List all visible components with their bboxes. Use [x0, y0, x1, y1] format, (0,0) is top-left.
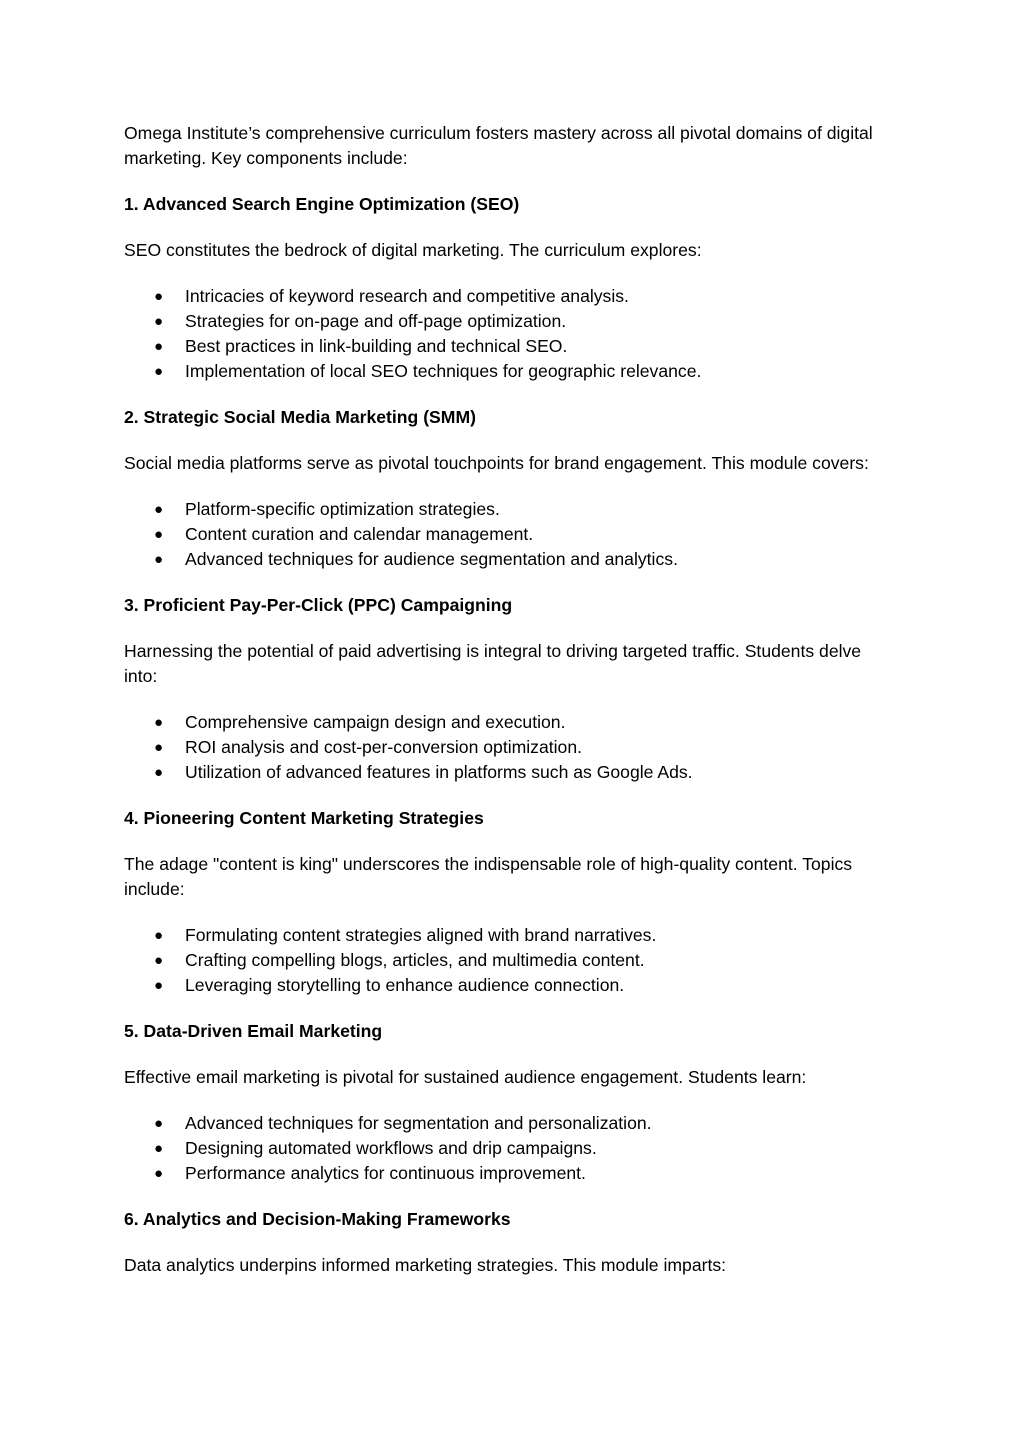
bullet-icon: ●	[154, 501, 164, 518]
list-item	[124, 735, 894, 760]
document-page	[124, 121, 894, 1299]
section-heading: 6. Analytics and Decision-Making Frameworks	[124, 1209, 511, 1229]
list-item	[124, 497, 894, 522]
list-item	[124, 1111, 894, 1136]
section-2	[124, 405, 894, 572]
bullet-icon: ●	[154, 526, 164, 543]
bullet-list	[124, 284, 894, 384]
list-item-text: ROI analysis and cost-per-conversion optimization.	[185, 737, 583, 757]
list-item-text: Intricacies of keyword research and competitive analysis.	[185, 286, 629, 306]
section-description: SEO constitutes the bedrock of digital marketing. The curriculum explores:	[124, 240, 702, 260]
bullet-icon: ●	[154, 952, 164, 969]
list-item-text: Leveraging storytelling to enhance audience connection.	[185, 975, 625, 995]
list-item	[124, 923, 894, 948]
list-item	[124, 284, 894, 309]
list-item	[124, 710, 894, 735]
list-item-text: Utilization of advanced features in platforms such as Google Ads.	[185, 762, 693, 782]
section-1	[124, 192, 894, 384]
list-item-text: Advanced techniques for segmentation and personalization.	[185, 1113, 652, 1133]
bullet-icon: ●	[154, 739, 164, 756]
list-item	[124, 334, 894, 359]
bullet-icon: ●	[154, 1165, 164, 1182]
list-item	[124, 309, 894, 334]
section-heading: 3. Proficient Pay-Per-Click (PPC) Campaigning	[124, 595, 513, 615]
section-heading: 5. Data-Driven Email Marketing	[124, 1021, 383, 1041]
section-3	[124, 593, 894, 785]
section-heading: 4. Pioneering Content Marketing Strategies	[124, 808, 484, 828]
section-description: Harnessing the potential of paid advertising is integral to driving targeted traffic. Students delve into:	[124, 641, 862, 686]
intro-paragraph: Omega Institute’s comprehensive curriculum fosters mastery across all pivotal domains of digital marketing. Key components include:	[124, 123, 873, 168]
list-item-text: Formulating content strategies aligned with brand narratives.	[185, 925, 657, 945]
list-item-text: Implementation of local SEO techniques for geographic relevance.	[185, 361, 702, 381]
list-item	[124, 1136, 894, 1161]
bullet-icon: ●	[154, 1115, 164, 1132]
section-description: Social media platforms serve as pivotal touchpoints for brand engagement. This module covers:	[124, 453, 869, 473]
bullet-icon: ●	[154, 363, 164, 380]
list-item	[124, 1161, 894, 1186]
bullet-icon: ●	[154, 927, 164, 944]
bullet-icon: ●	[154, 313, 164, 330]
bullet-icon: ●	[154, 1140, 164, 1157]
section-4	[124, 806, 894, 998]
list-item	[124, 522, 894, 547]
list-item	[124, 973, 894, 998]
bullet-list	[124, 710, 894, 785]
list-item-text: Performance analytics for continuous improvement.	[185, 1163, 586, 1183]
section-description: Data analytics underpins informed marketing strategies. This module imparts:	[124, 1255, 727, 1275]
section-5	[124, 1019, 894, 1186]
list-item	[124, 760, 894, 785]
list-item-text: Content curation and calendar management.	[185, 524, 534, 544]
bullet-icon: ●	[154, 977, 164, 994]
section-heading: 1. Advanced Search Engine Optimization (SEO)	[124, 194, 520, 214]
list-item-text: Platform-specific optimization strategies.	[185, 499, 500, 519]
bullet-icon: ●	[154, 714, 164, 731]
list-item-text: Strategies for on-page and off-page optimization.	[185, 311, 567, 331]
bullet-icon: ●	[154, 551, 164, 568]
list-item-text: Crafting compelling blogs, articles, and multimedia content.	[185, 950, 645, 970]
section-description: The adage "content is king" underscores the indispensable role of high-quality content. Topics include:	[124, 854, 853, 899]
bullet-icon: ●	[154, 764, 164, 781]
list-item	[124, 547, 894, 572]
list-item	[124, 948, 894, 973]
bullet-icon: ●	[154, 288, 164, 305]
bullet-list	[124, 1111, 894, 1186]
list-item-text: Comprehensive campaign design and execution.	[185, 712, 566, 732]
list-item-text: Advanced techniques for audience segmentation and analytics.	[185, 549, 678, 569]
section-heading: 2. Strategic Social Media Marketing (SMM)	[124, 407, 476, 427]
bullet-list	[124, 497, 894, 572]
bullet-icon: ●	[154, 338, 164, 355]
list-item	[124, 359, 894, 384]
list-item-text: Designing automated workflows and drip campaigns.	[185, 1138, 597, 1158]
section-6	[124, 1207, 894, 1278]
section-description: Effective email marketing is pivotal for sustained audience engagement. Students learn:	[124, 1067, 807, 1087]
bullet-list	[124, 923, 894, 998]
list-item-text: Best practices in link-building and technical SEO.	[185, 336, 568, 356]
